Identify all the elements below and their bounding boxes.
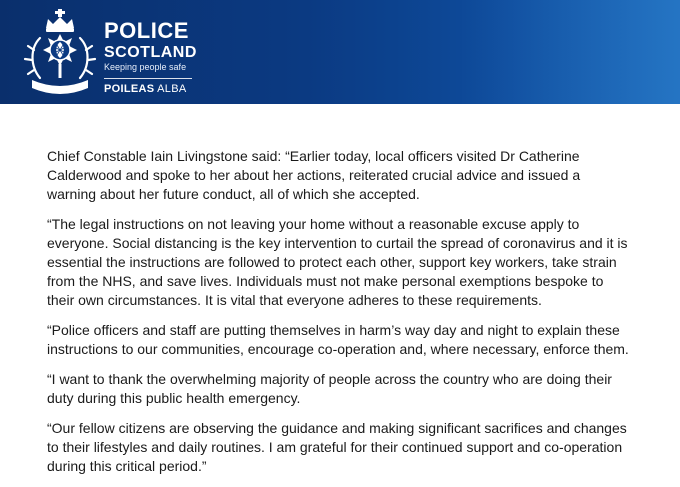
header-banner (0, 0, 680, 104)
statement-paragraph: Chief Constable Iain Livingstone said: “Earlier today, local officers visited Dr Catherine Calderwood and spoke to her about her actions, reiterated crucial advice and issued a warning about her future conduct, all of which she accepted. (47, 148, 581, 202)
statement-body (47, 147, 633, 487)
statement-paragraph: “The legal instructions on not leaving your home without a reasonable excuse apply to everyone. Social distancing is the key intervention to curtail the spread of coronavirus and it is essential the instructions are followed to protect each other, support key workers, take strain from the NHS, and save lives. Individuals must not make personal exemptions bespoke to their own circumstances. It is vital that everyone adheres to these requirements. (47, 216, 628, 308)
brand-block (104, 20, 197, 95)
brand-police: POLICE (104, 18, 189, 43)
brand-scotland: SCOTLAND (104, 44, 197, 61)
statement-paragraph: “Our fellow citizens are observing the guidance and making significant sacrifices and changes to their lifestyles and daily routines. I am grateful for their continued support and co-operation during this critical period.” (47, 420, 627, 474)
statement-paragraph: “I want to thank the overwhelming majority of people across the country who are doing their duty during this public health emergency. (47, 371, 612, 406)
brand-gaelic-alba: ALBA (157, 83, 187, 95)
police-scotland-crest-icon (22, 8, 98, 96)
brand-gaelic (104, 83, 197, 95)
brand-divider (104, 78, 192, 79)
brand-gaelic-poileas: POILEAS (104, 83, 155, 95)
statement-paragraph: “Police officers and staff are putting themselves in harm’s way day and night to explain these instructions to our communities, encourage co-operation and, where necessary, enforce them. (47, 322, 629, 357)
brand-tagline: Keeping people safe (104, 62, 187, 72)
